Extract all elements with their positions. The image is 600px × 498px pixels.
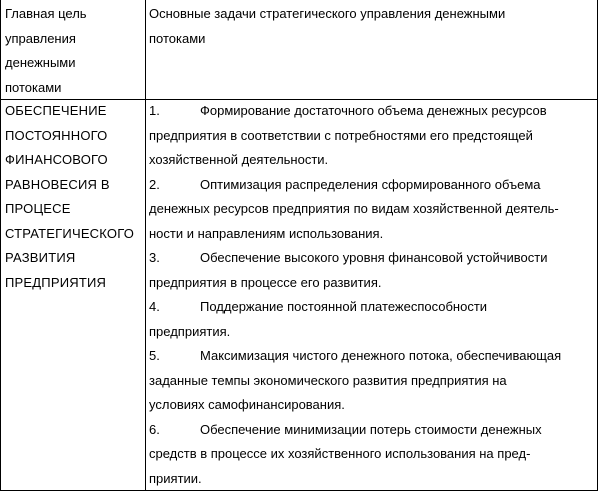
header-main-goal-cell [5, 2, 145, 100]
task-item [149, 418, 597, 443]
goal-line: ПРОЦЕСЕ [5, 201, 71, 216]
goal-line: СТРАТЕГИЧЕСКОГО [5, 225, 135, 241]
task-continuation-line: предприятия в соответствии с потребностями его предстоящей [149, 127, 533, 143]
task-number: 4. [149, 299, 160, 314]
task-continuation-line: условиях самофинансирования. [149, 397, 345, 412]
header-left-line: Главная цель [5, 6, 87, 21]
task-continuation-line: предприятия в процессе его развития. [149, 274, 382, 290]
goal-line: ПОСТОЯННОГО [5, 127, 108, 143]
task-number: 6. [149, 421, 160, 437]
task-item [149, 99, 597, 124]
header-left-line: денежными [5, 55, 76, 70]
task-continuation-line: денежных ресурсов предприятия по видам хозяйственной деятель- [149, 201, 559, 216]
header-right-line: Основные задачи стратегического управления денежными [149, 6, 506, 21]
task-number: 5. [149, 348, 160, 363]
task-first-line: Поддержание постоянной платежеспособности [200, 299, 488, 314]
task-number: 3. [149, 250, 160, 265]
main-goal-cell [5, 99, 145, 295]
task-continuation-line: приятии. [149, 470, 202, 486]
goal-line: РАВНОВЕСИЯ В [5, 176, 110, 192]
header-tasks-cell [149, 2, 597, 51]
task-item [149, 246, 597, 271]
tasks-cell [149, 99, 597, 491]
task-first-line: Формирование достаточного объема денежных ресурсов [200, 103, 547, 118]
task-item [149, 173, 597, 198]
header-left-line: управления [5, 30, 76, 46]
task-item [149, 344, 597, 369]
header-left-line: потоками [5, 79, 62, 95]
goal-line: ОБЕСПЕЧЕНИЕ [5, 103, 107, 118]
task-first-line: Обеспечение минимизации потерь стоимости денежных [200, 421, 542, 437]
task-first-line: Обеспечение высокого уровня финансовой устойчивости [200, 250, 548, 265]
task-continuation-line: хозяйственной деятельности. [149, 152, 329, 167]
task-first-line: Оптимизация распределения сформированного объема [200, 176, 541, 192]
goal-line: ПРЕДПРИЯТИЯ [5, 274, 107, 290]
task-number: 1. [149, 103, 160, 118]
task-first-line: Максимизация чистого денежного потока, обеспечивающая [200, 348, 562, 363]
goal-line: ФИНАНСОВОГО [5, 152, 108, 167]
goal-line: РАЗВИТИЯ [5, 250, 76, 265]
task-continuation-line: ности и направлениям использования. [149, 225, 384, 241]
task-continuation-line: предприятия. [149, 323, 231, 339]
column-divider [145, 0, 146, 490]
task-continuation-line: средств в процессе их хозяйственного использования на пред- [149, 446, 531, 461]
task-item [149, 295, 597, 320]
header-right-line: потоками [149, 30, 206, 46]
task-continuation-line: заданные темпы экономического развития предприятия на [149, 372, 507, 388]
task-number: 2. [149, 176, 160, 192]
